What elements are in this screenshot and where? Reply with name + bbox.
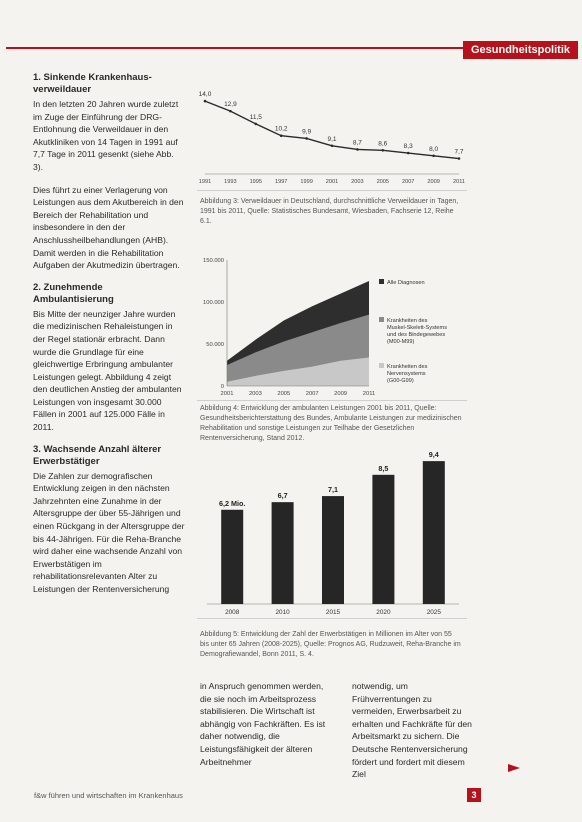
data-point bbox=[204, 100, 207, 103]
legend-label: Nervensystems bbox=[387, 371, 426, 377]
legend-label: Krankheiten des bbox=[387, 364, 428, 370]
figure-3-line-chart bbox=[197, 82, 467, 191]
legend-label: Alle Diagnosen bbox=[387, 280, 425, 286]
body-column-3: notwendig, um Frühverrentungen zu vermeiden, Erwerbsarbeit zu erhalten und Fachkräfte für den Arbeitsmarkt zu sichern. Die Deutsche Rentenversicherung fördert und fordert mit diesem Ziel bbox=[352, 681, 472, 780]
data-label: 6,7 bbox=[277, 491, 288, 501]
figure-5-bar-chart bbox=[197, 440, 467, 619]
data-point bbox=[382, 149, 385, 152]
legend-swatch bbox=[379, 317, 384, 322]
data-label: 9,9 bbox=[302, 128, 312, 136]
legend-swatch bbox=[379, 363, 384, 368]
data-label: 6,2 Mio. bbox=[219, 498, 246, 508]
x-tick-label: 2015 bbox=[325, 609, 341, 616]
figure-5-caption: Abbildung 5: Entwicklung der Zahl der Erwerbstätigen in Millionen im Alter von 55 bis unter 65 Jahren (2008-2025), Quelle: Prognos AG, Rudzuweit, Reha-Branche im Demografiewandel, Bonn 2011, S. 4. bbox=[200, 631, 461, 658]
x-tick-label: 2005 bbox=[277, 391, 291, 397]
data-label: 8,6 bbox=[378, 140, 388, 148]
series-line bbox=[205, 101, 459, 158]
x-tick-label: 1999 bbox=[300, 179, 313, 185]
legend-label: (G00-G99) bbox=[387, 378, 414, 384]
data-point bbox=[432, 154, 435, 157]
x-tick-label: 2007 bbox=[401, 179, 415, 185]
legend-label: und des Bindegewebes bbox=[387, 332, 446, 338]
bar bbox=[322, 496, 344, 604]
x-tick-label: 2001 bbox=[325, 179, 339, 185]
section-1-paragraph: In den letzten 20 Jahren wurde zuletzt im Zuge der Einführung der DRG-Entlohnung die Verweildauer in den Akutkliniken von 14 Tagen in 1991 auf 7,7 Tage in 2011 gesenkt (siehe Abb. 3). bbox=[33, 99, 179, 172]
data-point bbox=[356, 148, 359, 151]
left-column bbox=[33, 72, 185, 606]
x-tick-label: 1993 bbox=[224, 179, 237, 185]
x-tick-label: 2007 bbox=[305, 391, 319, 397]
x-tick-label: 2003 bbox=[351, 179, 364, 185]
footer-journal: f&w führen und wirtschaften im Krankenhaus bbox=[34, 791, 183, 800]
legend-label: Muskel-Skelett-Systems bbox=[387, 325, 447, 331]
bar bbox=[221, 510, 243, 604]
section-2-paragraph: Bis Mitte der neunziger Jahre wurden die medizinischen Rehaleistungen in der Regel stationär erbracht. Dann wurde die Grundlage für eine gleichwertige Erbringung ambulanter Leistungen gelegt. Abbildung 4 zeigt den deutlichen Anstieg der ambulanten Leistungen von insgesamt 30.000 Fällen in 2001 auf 125.000 Fälle in 2011. bbox=[33, 308, 182, 433]
data-point bbox=[255, 123, 258, 126]
x-tick-label: 2011 bbox=[452, 179, 466, 185]
section-3-title: 3. Wachsende Anzahl älterer Erwerbstätiger bbox=[33, 443, 162, 467]
x-tick-label: 2010 bbox=[275, 609, 290, 616]
data-label: 11,5 bbox=[249, 113, 262, 121]
legend-swatch bbox=[379, 279, 384, 284]
data-point bbox=[458, 157, 461, 160]
legend-label: (M00-M99) bbox=[387, 339, 415, 345]
data-point bbox=[331, 144, 334, 147]
y-tick-label: 150.000 bbox=[203, 258, 224, 264]
data-label: 8,0 bbox=[429, 145, 439, 153]
x-tick-label: 2001 bbox=[220, 391, 234, 397]
x-tick-label: 2025 bbox=[426, 609, 441, 616]
x-tick-label: 1997 bbox=[274, 179, 288, 185]
x-tick-label: 2008 bbox=[225, 609, 240, 616]
x-tick-label: 1991 bbox=[198, 179, 212, 185]
data-point bbox=[280, 134, 283, 137]
legend-label: Krankheiten des bbox=[387, 318, 428, 324]
y-tick-label: 100.000 bbox=[203, 300, 224, 306]
x-tick-label: 2005 bbox=[376, 179, 390, 185]
data-label: 9,1 bbox=[327, 135, 337, 143]
data-label: 8,3 bbox=[403, 143, 413, 151]
y-tick-label: 50.000 bbox=[206, 342, 224, 348]
x-tick-label: 2009 bbox=[427, 179, 440, 185]
data-label: 14,0 bbox=[198, 91, 212, 99]
data-label: 10,2 bbox=[274, 125, 288, 133]
section-2-title: 2. Zunehmende Ambulantisierung bbox=[33, 281, 114, 305]
data-label: 9,4 bbox=[428, 450, 439, 460]
section-1-paragraph-2: Dies führt zu einer Verlagerung von Leistungen aus dem Akutbereich in den Bereich der Rehabilitation und insbesondere in den der Anschlussheilbehandlungen (AHB). Damit werden in die Rehabilitation Aufgaben der Akutmedizin übertragen. bbox=[33, 184, 184, 271]
bar bbox=[272, 502, 294, 604]
section-tag: Gesundheitspolitik bbox=[463, 41, 578, 59]
x-tick-label: 2003 bbox=[248, 391, 262, 397]
data-label: 8,7 bbox=[352, 139, 362, 147]
body-column-2: in Anspruch genommen werden, die sie noch im Arbeitsprozess stabilisieren. Die Wirtschaft ist abhängig von Fachkräften. Es ist daher notwendig, die Leistungsfähigkeit der älteren Arbeitnehmer bbox=[200, 681, 326, 767]
data-label: 8,5 bbox=[378, 463, 389, 473]
x-tick-label: 2011 bbox=[362, 391, 376, 397]
section-1-title: 1. Sinkende Krankenhaus-verweildauer bbox=[33, 72, 152, 95]
y-tick-label: 0 bbox=[220, 384, 224, 390]
figure-4-caption: Abbildung 4: Entwicklung der ambulanten Leistungen 2001 bis 2011, Quelle: Gesundheitsberichterstattung des Bundes, Ambulante Leistungen zur medizinischen Rehabilitation und sonstige Leistungen zur Teilhabe der Gesetzlichen Rentenversicherung, Stand 2012. bbox=[200, 405, 462, 442]
data-point bbox=[305, 137, 308, 140]
data-label: 12,9 bbox=[224, 101, 237, 109]
x-tick-label: 1995 bbox=[249, 179, 263, 185]
data-label: 7,7 bbox=[454, 148, 464, 156]
data-point bbox=[229, 110, 232, 113]
section-3-paragraph: Die Zahlen zur demografischen Entwicklung zeigen in den nächsten Jahrzehnten eine Zunahme in der Altersgruppe der über 55-Jährigen und einen Rückgang in der Altersgruppe der bis 44-Jährigen. Für die Reha-Branche wird daher eine wachsende Anzahl von Erwerbstätigen im rehabilitationsrelevanten Alter zu Leistungen der Rentenversicherung bbox=[33, 470, 185, 594]
figure-4-area-chart bbox=[197, 250, 467, 401]
x-tick-label: 2009 bbox=[334, 391, 348, 397]
x-tick-label: 2020 bbox=[376, 609, 391, 616]
data-point bbox=[407, 152, 410, 155]
page-number: 3 bbox=[467, 788, 481, 802]
bar bbox=[372, 475, 394, 604]
figure-3-caption: Abbildung 3: Verweildauer in Deutschland, durchschnittliche Verweildauer in Tagen, 1991 bis 2011, Quelle: Statistisches Bundesamt, Wiesbaden, Fachserie 12, Reihe 6.1. bbox=[200, 198, 459, 225]
bar bbox=[423, 461, 445, 604]
data-label: 7,1 bbox=[328, 485, 338, 495]
continue-arrow-icon bbox=[508, 764, 520, 772]
